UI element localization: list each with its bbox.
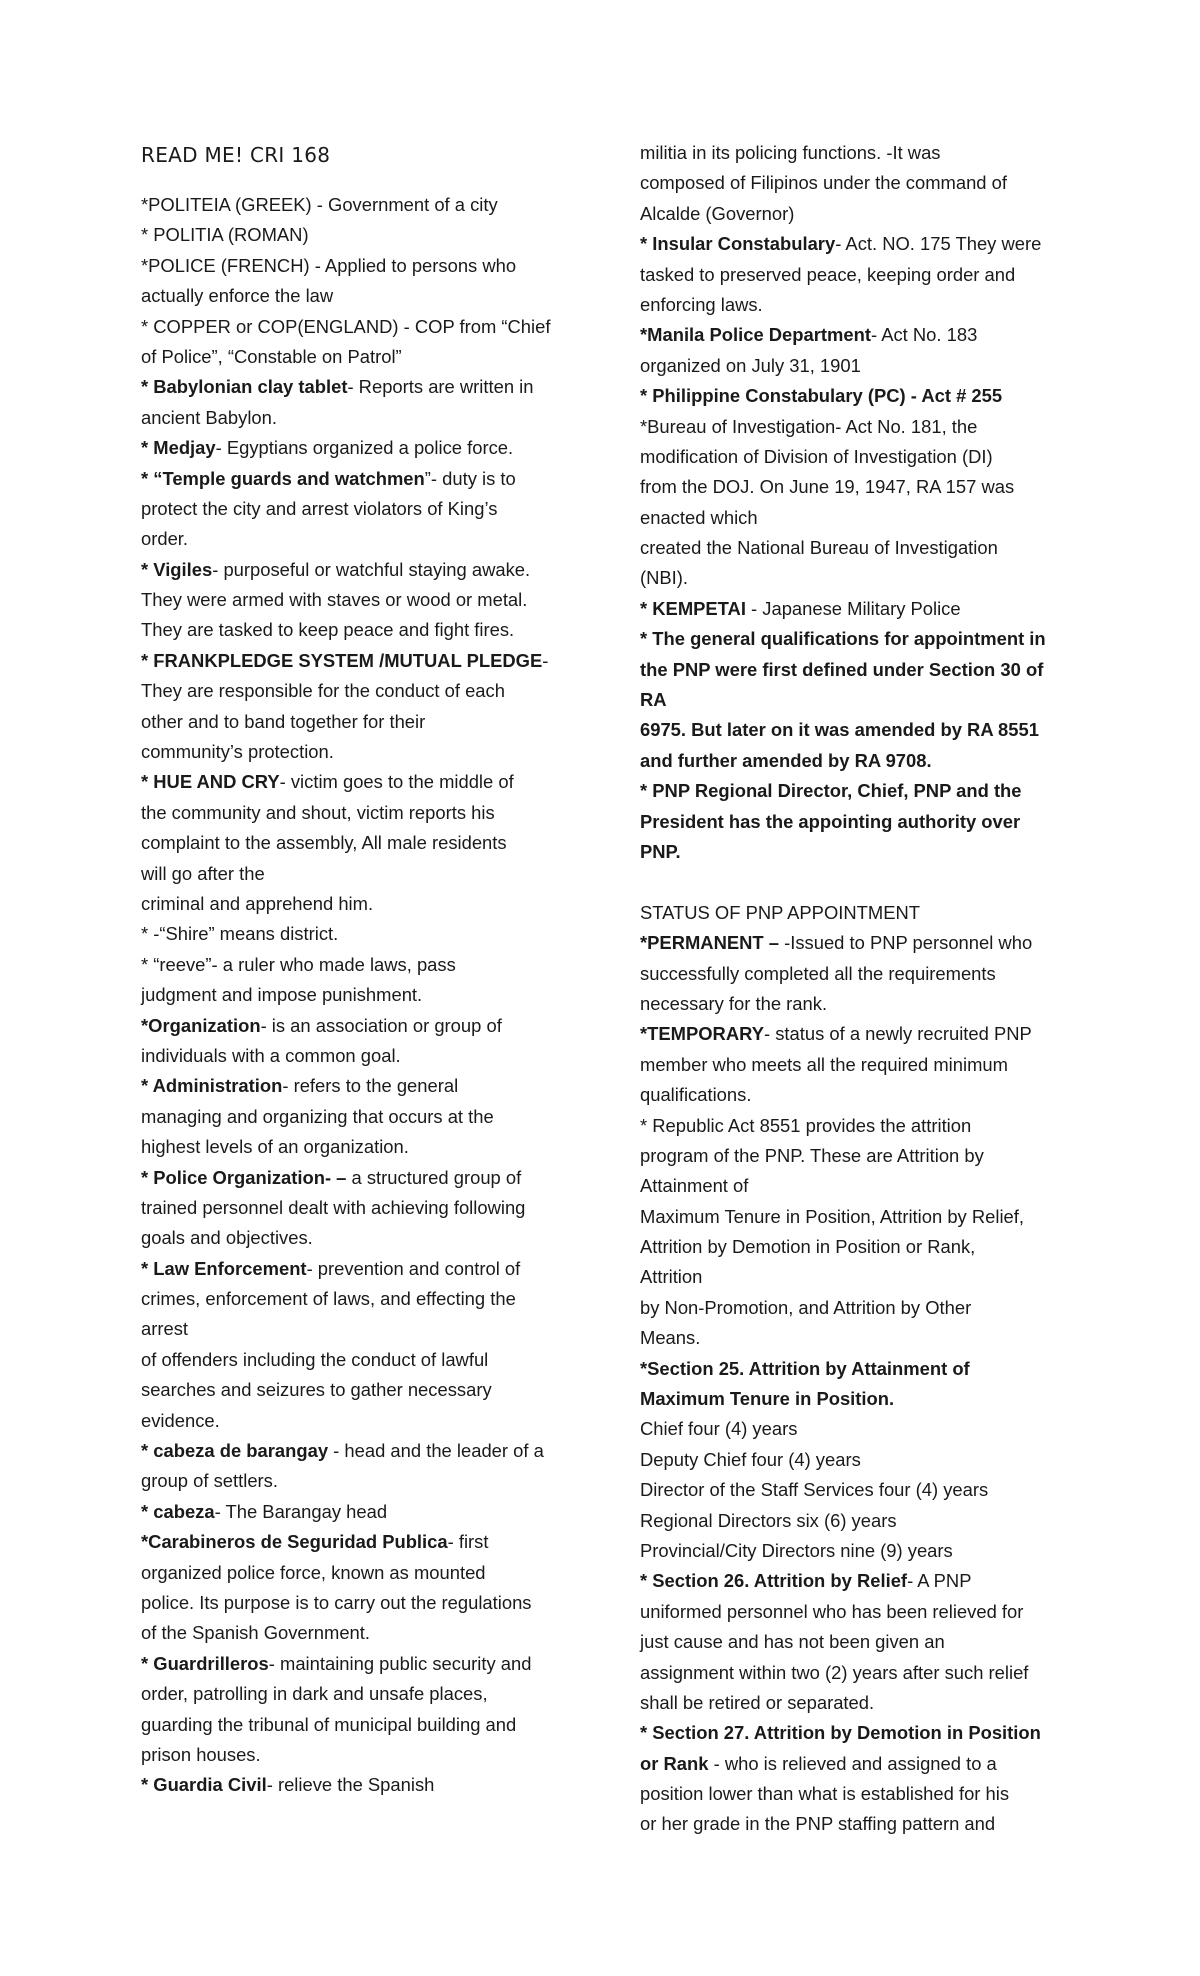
text-line (141, 1436, 581, 1466)
bold-term: * Insular Constabulary (640, 233, 836, 255)
line-text: Maximum Tenure in Position, Attrition by Relief, (640, 1205, 1024, 1227)
text-line (640, 1536, 1080, 1566)
text-line (640, 1749, 1080, 1779)
line-text: community’s protection. (141, 741, 334, 763)
text-line (640, 412, 1080, 442)
text-line (141, 889, 581, 919)
text-line (141, 1132, 581, 1162)
line-text: Regional Directors six (6) years (640, 1509, 897, 1531)
text-line (640, 351, 1080, 381)
line-text: just cause and has not been given an (640, 1631, 945, 1653)
bold-term: * Medjay (141, 437, 216, 459)
line-text: goals and objectives. (141, 1227, 313, 1249)
line-text: of Police”, “Constable on Patrol” (141, 345, 402, 367)
line-text: prison houses. (141, 1743, 261, 1765)
text-line (640, 959, 1080, 989)
bold-term: * Vigiles (141, 558, 213, 580)
bold-term: and further amended by RA 9708. (640, 749, 932, 771)
line-text: crimes, enforcement of laws, and effecting the (141, 1288, 516, 1310)
line-text: They are tasked to keep peace and fight fires. (141, 619, 515, 641)
text-line (640, 928, 1080, 958)
bold-term: * KEMPETAI (640, 597, 746, 619)
line-text: * Republic Act 8551 provides the attrition (640, 1114, 972, 1136)
line-text: - Japanese Military Police (745, 597, 961, 619)
line-text: - status of a newly recruited PNP (763, 1023, 1032, 1045)
bold-term: * Administration (141, 1075, 283, 1097)
text-line (141, 1588, 581, 1618)
bold-term: * HUE AND CRY (141, 771, 280, 793)
bold-term: * The general qualifications for appointment in (640, 628, 1046, 650)
text-line (640, 1111, 1080, 1141)
line-text: by Non-Promotion, and Attrition by Other (640, 1296, 972, 1318)
text-line (141, 1710, 581, 1740)
line-text: - Reports are written in (347, 376, 534, 398)
text-line (141, 1345, 581, 1375)
line-text: guarding the tribunal of municipal building and (141, 1713, 517, 1735)
text-line (640, 1019, 1080, 1049)
text-line (141, 950, 581, 980)
text-line (141, 676, 581, 706)
line-text: evidence. (141, 1409, 220, 1431)
line-text: Alcalde (Governor) (640, 202, 795, 224)
line-text: protect the city and arrest violators of King’s (141, 497, 498, 519)
text-line (640, 989, 1080, 1019)
bold-term: President has the appointing authority over (640, 810, 1021, 832)
bold-term: *Section 25. Attrition by Attainment of (640, 1357, 970, 1379)
line-text: Means. (640, 1327, 701, 1349)
line-text: organized police force, known as mounted (141, 1561, 486, 1583)
bold-term: * Police Organization- – (141, 1166, 347, 1188)
line-text: trained personnel dealt with achieving following (141, 1196, 526, 1218)
line-text: STATUS OF PNP APPOINTMENT (640, 901, 920, 923)
line-text: police. Its purpose is to carry out the regulations (141, 1591, 532, 1613)
bold-term: * Law Enforcement (141, 1257, 307, 1279)
line-text: from the DOJ. On June 19, 1947, RA 157 was (640, 476, 1015, 498)
text-line (141, 281, 581, 311)
text-line (141, 1011, 581, 1041)
line-text: the community and shout, victim reports his (141, 801, 495, 823)
text-line (141, 1466, 581, 1496)
text-line (141, 767, 581, 797)
line-text: actually enforce the law (141, 285, 334, 307)
text-line (141, 342, 581, 372)
bold-term: *TEMPORARY (640, 1023, 764, 1045)
text-line (141, 1679, 581, 1709)
bold-term: * cabeza (141, 1500, 215, 1522)
bold-term: * PNP Regional Director, Chief, PNP and the (640, 780, 1022, 802)
text-line (640, 290, 1080, 320)
text-line (141, 251, 581, 281)
text-line (640, 1688, 1080, 1718)
text-line (640, 1779, 1080, 1809)
line-text: - Egyptians organized a police force. (215, 437, 514, 459)
bold-term: *Carabineros de Seguridad Publica (141, 1531, 448, 1553)
line-text: highest levels of an organization. (141, 1136, 409, 1158)
text-line (141, 555, 581, 585)
line-text: * -“Shire” means district. (141, 923, 339, 945)
line-text: judgment and impose punishment. (141, 984, 423, 1006)
line-text: organized on July 31, 1901 (640, 354, 861, 376)
text-line (640, 1445, 1080, 1475)
line-text: (NBI). (640, 567, 689, 589)
line-text: -Issued to PNP personnel who (778, 932, 1033, 954)
line-text: - relieve the Spanish (266, 1774, 435, 1796)
line-text: *POLITEIA (GREEK) - Government of a city (141, 194, 498, 215)
text-line (640, 1718, 1080, 1748)
right-column-text (640, 138, 1080, 1840)
line-text: * COPPER or COP(ENGLAND) - COP from “Chief (141, 315, 551, 337)
text-line (141, 494, 581, 524)
text-line (640, 898, 1080, 928)
line-text: * “reeve”- a ruler who made laws, pass (141, 953, 456, 975)
line-text: individuals with a common goal. (141, 1044, 401, 1066)
text-line (640, 685, 1080, 715)
left-column-text (141, 190, 581, 1801)
line-text: *POLICE (FRENCH) - Applied to persons who (141, 254, 517, 276)
text-line (141, 1497, 581, 1527)
line-text: created the National Bureau of Investigation (640, 537, 998, 559)
text-line (640, 260, 1080, 290)
text-line (141, 1618, 581, 1648)
text-line (640, 594, 1080, 624)
text-line (640, 1080, 1080, 1110)
line-text: successfully completed all the requirements (640, 962, 996, 984)
line-text: will go after the (141, 862, 265, 884)
bold-term: * Section 26. Attrition by Relief (640, 1570, 908, 1592)
text-line (141, 524, 581, 554)
text-line (640, 807, 1080, 837)
text-line (141, 919, 581, 949)
line-text: a structured group of (346, 1166, 522, 1188)
text-line (640, 1506, 1080, 1536)
bold-term: Maximum Tenure in Position. (640, 1388, 895, 1410)
bold-term: * Section 27. Attrition by Demotion in Position (640, 1722, 1041, 1744)
line-text: managing and organizing that occurs at the (141, 1105, 494, 1127)
text-line (640, 1354, 1080, 1384)
text-line (640, 1809, 1080, 1839)
line-text: shall be retired or separated. (640, 1691, 875, 1713)
line-text: - (542, 649, 549, 671)
line-text: other and to band together for their (141, 710, 426, 732)
line-text: arrest (141, 1318, 189, 1340)
line-text: of offenders including the conduct of lawful (141, 1348, 489, 1370)
text-line (141, 1740, 581, 1770)
text-line (141, 1284, 581, 1314)
text-line (640, 1262, 1080, 1292)
line-text: *Bureau of Investigation- Act No. 181, the (640, 415, 978, 437)
text-line (141, 312, 581, 342)
line-text: Provincial/City Directors nine (9) years (640, 1539, 953, 1561)
text-line (141, 1770, 581, 1800)
line-text: complaint to the assembly, All male residents (141, 832, 507, 854)
line-text: tasked to preserved peace, keeping order and (640, 263, 1016, 285)
text-line (640, 837, 1080, 867)
bold-term: 6975. But later on it was amended by RA 8551 (640, 719, 1039, 741)
text-line (141, 737, 581, 767)
text-line (640, 715, 1080, 745)
line-text: enforcing laws. (640, 293, 763, 315)
line-text: They were armed with staves or wood or metal. (141, 589, 528, 611)
line-text: program of the PNP. These are Attrition by (640, 1144, 984, 1166)
text-line (640, 472, 1080, 502)
text-line (141, 220, 581, 250)
line-text: modification of Division of Investigation (DI) (640, 445, 993, 467)
text-line (141, 798, 581, 828)
text-line (141, 190, 581, 220)
line-text: Director of the Staff Services four (4) years (640, 1479, 989, 1501)
text-line (141, 1406, 581, 1436)
bold-term: RA (640, 689, 667, 711)
text-line (141, 1102, 581, 1132)
bold-term: *Organization (141, 1014, 261, 1036)
text-line (141, 646, 581, 676)
line-text: - The Barangay head (214, 1500, 388, 1522)
line-text: position lower than what is established for his (640, 1783, 1010, 1805)
text-line (640, 1597, 1080, 1627)
line-text: - prevention and control of (306, 1257, 521, 1279)
text-line (141, 464, 581, 494)
text-line (141, 372, 581, 402)
text-line (141, 980, 581, 1010)
bold-term: * “Temple guards and watchmen (141, 467, 425, 489)
line-text: searches and seizures to gather necessary (141, 1379, 492, 1401)
document-title: READ ME! CRI 168 (141, 143, 331, 167)
text-line (640, 1658, 1080, 1688)
text-line (640, 624, 1080, 654)
line-text: - Act. NO. 175 They were (835, 233, 1042, 255)
text-line (640, 1627, 1080, 1657)
bold-term: * cabeza de barangay (141, 1440, 329, 1462)
right-column (640, 138, 1080, 1840)
text-line (141, 1163, 581, 1193)
text-line (141, 828, 581, 858)
text-line (640, 1414, 1080, 1444)
text-line (640, 1050, 1080, 1080)
bold-term: * Guardia Civil (141, 1774, 267, 1796)
line-text: of the Spanish Government. (141, 1622, 370, 1644)
line-text: - victim goes to the middle of (279, 771, 514, 793)
text-line (640, 1171, 1080, 1201)
line-text: - is an association or group of (260, 1014, 502, 1036)
bold-term: * Philippine Constabulary (PC) - Act # 255 (640, 385, 1003, 407)
bold-term: * Babylonian clay tablet (141, 376, 348, 398)
bold-term: the PNP were first defined under Section 30 of (640, 658, 1044, 680)
text-line (640, 746, 1080, 776)
line-text: - who is relieved and assigned to a (708, 1752, 997, 1774)
text-line (640, 381, 1080, 411)
text-line (640, 199, 1080, 229)
text-line (141, 615, 581, 645)
line-text: - Act No. 183 (870, 324, 978, 346)
line-text: They are responsible for the conduct of each (141, 680, 505, 702)
text-line (640, 776, 1080, 806)
line-text: Attrition by Demotion in Position or Rank, (640, 1236, 976, 1258)
text-line (640, 1323, 1080, 1353)
line-text: or her grade in the PNP staffing pattern and (640, 1813, 996, 1835)
text-line (640, 168, 1080, 198)
line-text: order. (141, 528, 189, 550)
line-text: enacted which (640, 506, 758, 528)
bold-term: *Manila Police Department (640, 324, 871, 346)
text-line (141, 403, 581, 433)
text-line (141, 1041, 581, 1071)
text-line (640, 320, 1080, 350)
text-line (640, 1293, 1080, 1323)
text-line (141, 1314, 581, 1344)
line-text: - A PNP (907, 1570, 972, 1592)
text-line (141, 585, 581, 615)
line-text: - maintaining public security and (268, 1652, 532, 1674)
line-text: militia in its policing functions. -It was (640, 142, 941, 163)
line-text: criminal and apprehend him. (141, 892, 374, 914)
text-line (640, 655, 1080, 685)
text-line (640, 1384, 1080, 1414)
text-line (640, 503, 1080, 533)
line-text: Attainment of (640, 1175, 749, 1197)
line-text: Attrition (640, 1266, 703, 1288)
text-line (141, 859, 581, 889)
text-line (640, 229, 1080, 259)
text-line (141, 707, 581, 737)
line-text: - refers to the general (282, 1075, 459, 1097)
line-text: Chief four (4) years (640, 1418, 798, 1440)
line-text: ”- duty is to (424, 467, 516, 489)
text-line (640, 138, 1080, 168)
text-line (640, 1202, 1080, 1232)
line-text: - head and the leader of a (328, 1440, 544, 1462)
text-line (141, 1527, 581, 1557)
text-line (141, 1558, 581, 1588)
text-line (640, 867, 1080, 897)
line-text: ancient Babylon. (141, 406, 277, 428)
line-text: group of settlers. (141, 1470, 278, 1492)
text-line (141, 1649, 581, 1679)
line-text: uniformed personnel who has been relieved for (640, 1600, 1024, 1622)
text-line (640, 533, 1080, 563)
line-text: Deputy Chief four (4) years (640, 1448, 861, 1470)
text-line (640, 1566, 1080, 1596)
text-line (640, 563, 1080, 593)
bold-term: *PERMANENT – (640, 932, 779, 954)
line-text: order, patrolling in dark and unsafe places, (141, 1683, 488, 1705)
text-line (141, 1193, 581, 1223)
bold-term: PNP. (640, 840, 681, 862)
line-text: assignment within two (2) years after such relief (640, 1661, 1029, 1683)
text-line (141, 1254, 581, 1284)
text-line (640, 1475, 1080, 1505)
line-text: - purposeful or watchful staying awake. (212, 558, 531, 580)
text-line (141, 1375, 581, 1405)
text-line (640, 1232, 1080, 1262)
text-line (640, 1141, 1080, 1171)
text-line (141, 1223, 581, 1253)
bold-term: * Guardrilleros (141, 1652, 269, 1674)
line-text: - first (447, 1531, 489, 1553)
bold-term: or Rank (640, 1752, 709, 1774)
line-text: qualifications. (640, 1084, 752, 1106)
line-text: * POLITIA (ROMAN) (141, 224, 309, 246)
text-line (141, 433, 581, 463)
left-column (141, 138, 581, 1801)
line-text: member who meets all the required minimum (640, 1053, 1008, 1075)
line-text: composed of Filipinos under the command of (640, 172, 1007, 194)
line-text: necessary for the rank. (640, 992, 828, 1014)
text-line (640, 442, 1080, 472)
bold-term: * FRANKPLEDGE SYSTEM /MUTUAL PLEDGE (141, 649, 543, 671)
text-line (141, 1071, 581, 1101)
